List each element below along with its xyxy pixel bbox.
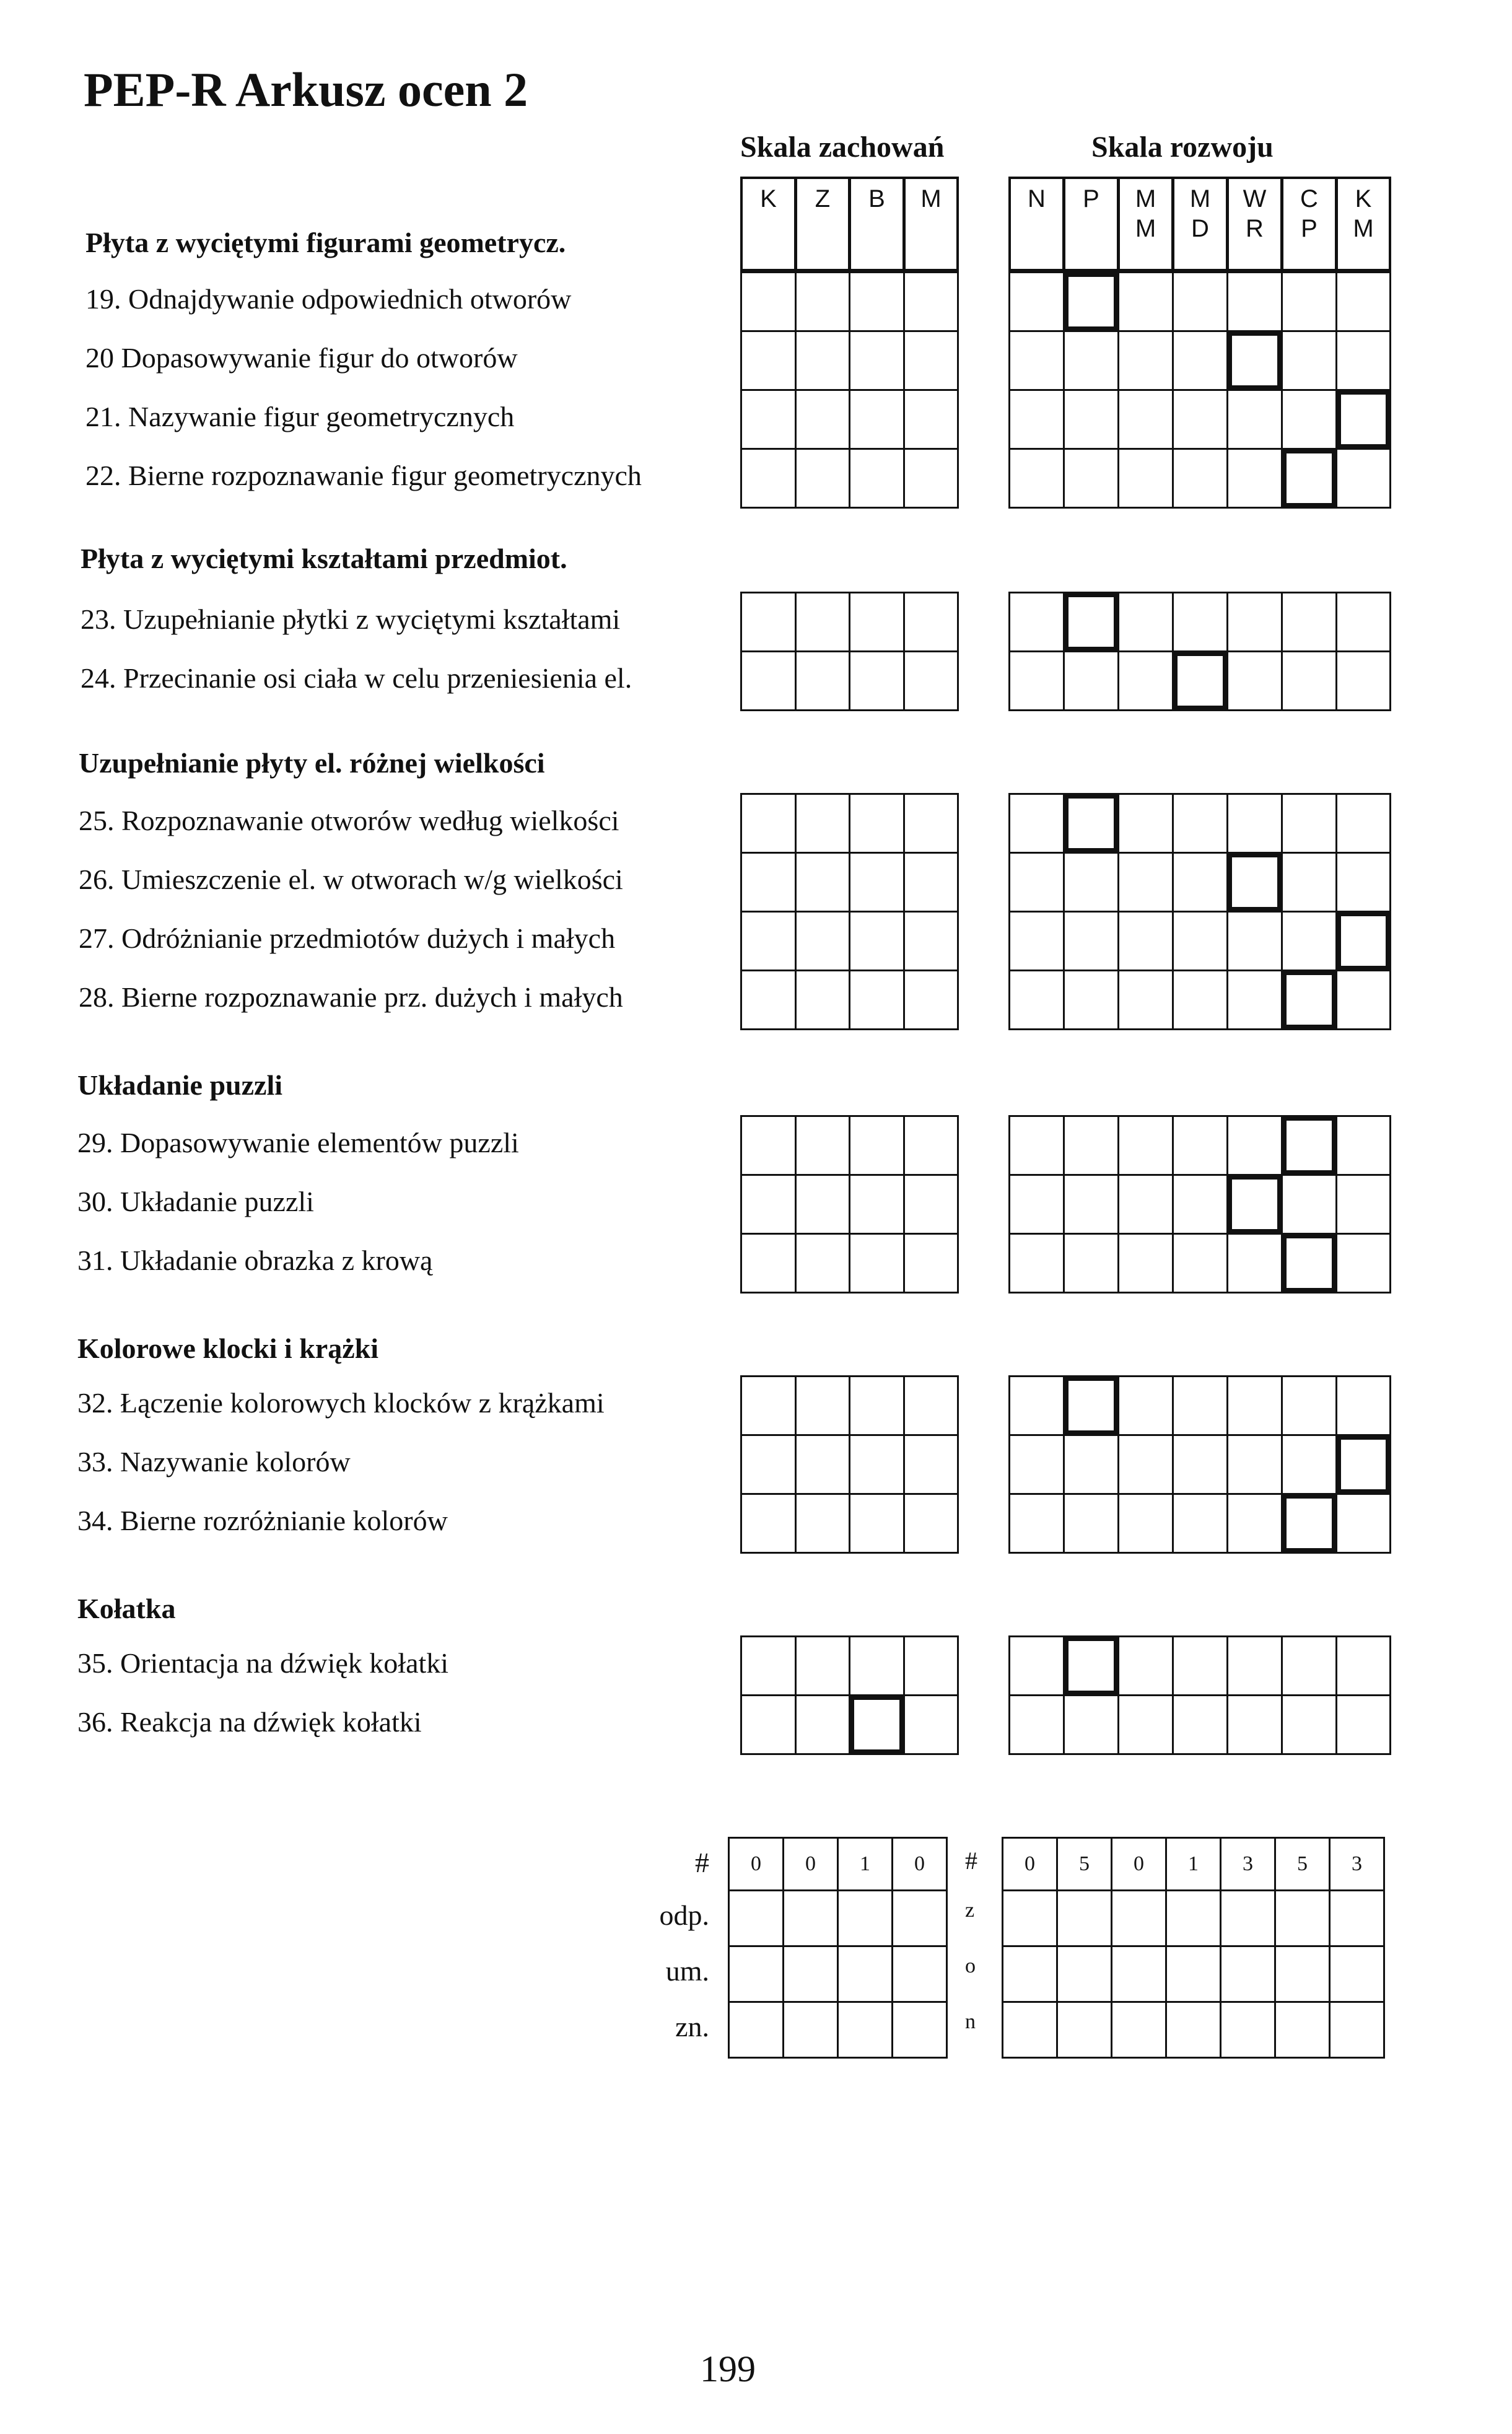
item-label: 34. Bierne rozróżnianie kolorów: [77, 1505, 448, 1536]
development-cell[interactable]: [1117, 1233, 1174, 1294]
behavior-cell[interactable]: [903, 1434, 959, 1495]
development-cell[interactable]: [1008, 592, 1065, 652]
development-cell[interactable]: [1172, 1174, 1228, 1235]
summary-cell[interactable]: [1056, 2001, 1112, 2059]
development-cell[interactable]: [1335, 1233, 1391, 1294]
development-cell[interactable]: [1172, 1694, 1228, 1755]
behavior-cell[interactable]: [849, 911, 905, 971]
behavior-cell[interactable]: [849, 1233, 905, 1294]
development-marked-cell[interactable]: [1281, 1115, 1337, 1176]
behavior-cell[interactable]: [740, 1434, 797, 1495]
development-count-cell: 5: [1056, 1837, 1112, 1891]
behavior-marked-cell[interactable]: [849, 1694, 905, 1755]
development-cell[interactable]: [1063, 448, 1119, 509]
development-cell[interactable]: [1117, 1694, 1174, 1755]
development-cell[interactable]: [1335, 330, 1391, 391]
summary-cell[interactable]: [1220, 1945, 1276, 2003]
item-label: 35. Orientacja na dźwięk kołatki: [77, 1647, 449, 1679]
development-cell[interactable]: [1008, 448, 1065, 509]
development-marked-cell[interactable]: [1281, 448, 1337, 509]
development-cell[interactable]: [1172, 970, 1228, 1030]
development-cell[interactable]: [1226, 650, 1283, 711]
development-cell[interactable]: [1281, 271, 1337, 332]
development-cell[interactable]: [1117, 1174, 1174, 1235]
development-header-cell: N: [1008, 177, 1065, 271]
behavior-cell[interactable]: [740, 1375, 797, 1436]
development-cell[interactable]: [1226, 1375, 1283, 1436]
development-cell[interactable]: [1063, 1174, 1119, 1235]
summary-row-label: zn.: [675, 2011, 709, 2042]
development-cell[interactable]: [1335, 1115, 1391, 1176]
development-cell[interactable]: [1335, 1174, 1391, 1235]
development-cell[interactable]: [1117, 1434, 1174, 1495]
summary-cell[interactable]: [1165, 1889, 1221, 1947]
summary-cell[interactable]: [782, 1945, 839, 2003]
development-marked-cell[interactable]: [1281, 1233, 1337, 1294]
behavior-cell[interactable]: [903, 793, 959, 854]
behavior-cell[interactable]: [740, 650, 797, 711]
summary-cell[interactable]: [891, 2001, 948, 2059]
development-cell[interactable]: [1117, 271, 1174, 332]
summary-cell[interactable]: [837, 1945, 893, 2003]
development-cell[interactable]: [1008, 1375, 1065, 1436]
section-title: Płyta z wyciętymi figurami geometrycz.: [85, 227, 566, 258]
development-cell[interactable]: [1335, 1493, 1391, 1554]
development-cell[interactable]: [1226, 970, 1283, 1030]
summary-cell[interactable]: [1111, 2001, 1167, 2059]
section-title: Kołatka: [77, 1593, 176, 1624]
behavior-cell[interactable]: [795, 852, 850, 913]
development-marked-cell[interactable]: [1281, 1493, 1337, 1554]
development-cell[interactable]: [1063, 1434, 1119, 1495]
behavior-cell[interactable]: [849, 650, 905, 711]
development-count-cell: 5: [1274, 1837, 1331, 1891]
development-cell[interactable]: [1281, 1174, 1337, 1235]
development-cell[interactable]: [1226, 1493, 1283, 1554]
summary-cell[interactable]: [1111, 1889, 1167, 1947]
development-marked-cell[interactable]: [1226, 330, 1283, 391]
behavior-cell[interactable]: [795, 1233, 850, 1294]
summary-cell[interactable]: [1274, 1889, 1331, 1947]
summary-cell[interactable]: [1329, 1945, 1385, 2003]
development-cell[interactable]: [1226, 911, 1283, 971]
summary-cell[interactable]: [1111, 1945, 1167, 2003]
behavior-cell[interactable]: [740, 1635, 797, 1696]
development-cell[interactable]: [1335, 650, 1391, 711]
development-marked-cell[interactable]: [1063, 592, 1119, 652]
development-cell[interactable]: [1063, 911, 1119, 971]
summary-dev-row-label: o: [965, 1955, 976, 1977]
development-cell[interactable]: [1117, 389, 1174, 450]
item-label: 24. Przecinanie osi ciała w celu przeniesienia el.: [81, 662, 632, 694]
behavior-cell[interactable]: [795, 1493, 850, 1554]
development-cell[interactable]: [1008, 389, 1065, 450]
development-header-cell: P: [1063, 177, 1119, 271]
section-title: Układanie puzzli: [77, 1069, 283, 1101]
development-cell[interactable]: [1172, 1493, 1228, 1554]
development-marked-cell[interactable]: [1335, 911, 1391, 971]
behavior-cell[interactable]: [795, 793, 850, 854]
development-cell[interactable]: [1226, 389, 1283, 450]
behavior-cell[interactable]: [795, 1694, 850, 1755]
development-cell[interactable]: [1008, 911, 1065, 971]
development-cell[interactable]: [1063, 389, 1119, 450]
behavior-cell[interactable]: [849, 970, 905, 1030]
development-cell[interactable]: [1008, 1115, 1065, 1176]
summary-dev-row-label: #: [965, 1847, 977, 1875]
development-cell[interactable]: [1117, 1375, 1174, 1436]
development-cell[interactable]: [1172, 592, 1228, 652]
summary-cell[interactable]: [1056, 1889, 1112, 1947]
item-label: 25. Rozpoznawanie otworów według wielkości: [79, 805, 619, 836]
development-cell[interactable]: [1008, 650, 1065, 711]
summary-cell[interactable]: [728, 1889, 784, 1947]
development-cell[interactable]: [1008, 1233, 1065, 1294]
summary-cell[interactable]: [891, 1945, 948, 2003]
summary-cell[interactable]: [1274, 1945, 1331, 2003]
behavior-cell[interactable]: [795, 1434, 850, 1495]
behavior-cell[interactable]: [740, 271, 797, 332]
development-cell[interactable]: [1063, 650, 1119, 711]
behavior-cell[interactable]: [795, 448, 850, 509]
behavior-header-cell: K: [740, 177, 797, 271]
item-label: 20 Dopasowywanie figur do otworów: [85, 342, 518, 374]
development-count-cell: 1: [1165, 1837, 1221, 1891]
behavior-cell[interactable]: [740, 592, 797, 652]
summary-cell[interactable]: [782, 2001, 839, 2059]
behavior-cell[interactable]: [740, 852, 797, 913]
summary-cell[interactable]: [782, 1889, 839, 1947]
development-marked-cell[interactable]: [1226, 1174, 1283, 1235]
development-cell[interactable]: [1008, 271, 1065, 332]
development-marked-cell[interactable]: [1226, 852, 1283, 913]
development-cell[interactable]: [1281, 1694, 1337, 1755]
development-cell[interactable]: [1172, 271, 1228, 332]
development-cell[interactable]: [1172, 1635, 1228, 1696]
development-cell[interactable]: [1172, 389, 1228, 450]
behavior-cell[interactable]: [740, 1233, 797, 1294]
development-scale-label: Skala rozwoju: [1091, 131, 1274, 164]
development-cell[interactable]: [1008, 1434, 1065, 1495]
behavior-cell[interactable]: [795, 1115, 850, 1176]
item-label: 22. Bierne rozpoznawanie figur geometrycznych: [85, 460, 642, 491]
summary-cell[interactable]: [1220, 2001, 1276, 2059]
development-cell[interactable]: [1008, 1635, 1065, 1696]
behavior-cell[interactable]: [795, 389, 850, 450]
development-cell[interactable]: [1226, 448, 1283, 509]
item-label: 27. Odróżnianie przedmiotów dużych i małych: [79, 922, 616, 954]
behavior-cell[interactable]: [849, 1115, 905, 1176]
development-header-cell: M M: [1117, 177, 1174, 271]
development-cell[interactable]: [1172, 1233, 1228, 1294]
development-marked-cell[interactable]: [1063, 1635, 1119, 1696]
behavior-cell[interactable]: [795, 330, 850, 391]
development-cell[interactable]: [1008, 330, 1065, 391]
development-cell[interactable]: [1172, 1434, 1228, 1495]
behavior-cell[interactable]: [903, 1694, 959, 1755]
behavior-count-cell: 1: [837, 1837, 893, 1891]
development-cell[interactable]: [1226, 1635, 1283, 1696]
development-marked-cell[interactable]: [1281, 970, 1337, 1030]
behavior-cell[interactable]: [849, 1375, 905, 1436]
section-title: Kolorowe klocki i krążki: [77, 1333, 378, 1364]
behavior-cell[interactable]: [849, 1635, 905, 1696]
development-cell[interactable]: [1335, 592, 1391, 652]
item-label: 21. Nazywanie figur geometrycznych: [85, 401, 515, 432]
behavior-cell[interactable]: [903, 330, 959, 391]
summary-cell[interactable]: [728, 1945, 784, 2003]
development-cell[interactable]: [1281, 1375, 1337, 1436]
development-cell[interactable]: [1172, 911, 1228, 971]
behavior-cell[interactable]: [903, 592, 959, 652]
summary-cell[interactable]: [1274, 2001, 1331, 2059]
behavior-cell[interactable]: [849, 448, 905, 509]
development-cell[interactable]: [1226, 271, 1283, 332]
behavior-cell[interactable]: [795, 970, 850, 1030]
behavior-cell[interactable]: [903, 389, 959, 450]
development-marked-cell[interactable]: [1063, 271, 1119, 332]
summary-row-label: odp.: [659, 1899, 709, 1931]
item-label: 32. Łączenie kolorowych klocków z krążkami: [77, 1387, 605, 1419]
development-cell[interactable]: [1008, 1174, 1065, 1235]
development-cell[interactable]: [1117, 911, 1174, 971]
development-cell[interactable]: [1063, 852, 1119, 913]
behavior-cell[interactable]: [795, 271, 850, 332]
development-count-cell: 3: [1220, 1837, 1276, 1891]
development-cell[interactable]: [1008, 1694, 1065, 1755]
development-header-cell: M D: [1172, 177, 1228, 271]
behavior-cell[interactable]: [740, 330, 797, 391]
behavior-cell[interactable]: [903, 911, 959, 971]
development-cell[interactable]: [1335, 852, 1391, 913]
behavior-cell[interactable]: [795, 650, 850, 711]
summary-cell[interactable]: [1002, 2001, 1058, 2059]
behavior-count-cell: 0: [782, 1837, 839, 1891]
development-cell[interactable]: [1335, 970, 1391, 1030]
summary-cell[interactable]: [1220, 1889, 1276, 1947]
development-cell[interactable]: [1226, 793, 1283, 854]
behavior-cell[interactable]: [740, 1493, 797, 1554]
behavior-cell[interactable]: [903, 650, 959, 711]
behavior-cell[interactable]: [740, 1694, 797, 1755]
summary-cell[interactable]: [1056, 1945, 1112, 2003]
development-marked-cell[interactable]: [1063, 793, 1119, 854]
behavior-cell[interactable]: [849, 592, 905, 652]
development-cell[interactable]: [1008, 852, 1065, 913]
item-label: 29. Dopasowywanie elementów puzzli: [77, 1127, 519, 1158]
development-cell[interactable]: [1335, 448, 1391, 509]
development-cell[interactable]: [1063, 1233, 1119, 1294]
development-cell[interactable]: [1063, 1115, 1119, 1176]
development-cell[interactable]: [1063, 1493, 1119, 1554]
development-cell[interactable]: [1117, 1493, 1174, 1554]
summary-cell[interactable]: [1002, 1889, 1058, 1947]
summary-dev-row-label: z: [965, 1899, 975, 1922]
development-cell[interactable]: [1008, 793, 1065, 854]
behavior-cell[interactable]: [740, 793, 797, 854]
development-cell[interactable]: [1335, 1694, 1391, 1755]
development-cell[interactable]: [1063, 970, 1119, 1030]
development-cell[interactable]: [1281, 1434, 1337, 1495]
development-cell[interactable]: [1226, 592, 1283, 652]
summary-row-label: #: [695, 1847, 709, 1878]
development-cell[interactable]: [1281, 1635, 1337, 1696]
behavior-cell[interactable]: [903, 1174, 959, 1235]
behavior-cell[interactable]: [795, 1375, 850, 1436]
behavior-cell[interactable]: [740, 1115, 797, 1176]
behavior-cell[interactable]: [740, 448, 797, 509]
behavior-cell[interactable]: [849, 271, 905, 332]
summary-cell[interactable]: [1329, 2001, 1385, 2059]
behavior-header-cell: B: [849, 177, 905, 271]
item-label: 19. Odnajdywanie odpowiednich otworów: [85, 283, 572, 315]
behavior-cell[interactable]: [849, 852, 905, 913]
behavior-cell[interactable]: [849, 389, 905, 450]
behavior-cell[interactable]: [795, 1174, 850, 1235]
development-marked-cell[interactable]: [1335, 389, 1391, 450]
development-cell[interactable]: [1281, 330, 1337, 391]
behavior-cell[interactable]: [903, 1493, 959, 1554]
development-cell[interactable]: [1117, 330, 1174, 391]
behavior-cell[interactable]: [740, 389, 797, 450]
page-number: 199: [700, 2349, 756, 2389]
development-cell[interactable]: [1008, 1493, 1065, 1554]
behavior-scale-label: Skala zachowań: [740, 131, 945, 164]
behavior-cell[interactable]: [903, 1635, 959, 1696]
development-cell[interactable]: [1172, 330, 1228, 391]
development-marked-cell[interactable]: [1063, 1375, 1119, 1436]
behavior-count-cell: 0: [728, 1837, 784, 1891]
behavior-count-cell: 0: [891, 1837, 948, 1891]
development-cell[interactable]: [1335, 1375, 1391, 1436]
behavior-header-cell: Z: [795, 177, 850, 271]
behavior-cell[interactable]: [740, 911, 797, 971]
behavior-cell[interactable]: [849, 1493, 905, 1554]
development-cell[interactable]: [1281, 592, 1337, 652]
summary-cell[interactable]: [728, 2001, 784, 2059]
development-cell[interactable]: [1172, 852, 1228, 913]
item-label: 28. Bierne rozpoznawanie prz. dużych i małych: [79, 981, 623, 1013]
summary-cell[interactable]: [1165, 2001, 1221, 2059]
behavior-cell[interactable]: [903, 852, 959, 913]
summary-cell[interactable]: [837, 2001, 893, 2059]
behavior-cell[interactable]: [903, 1375, 959, 1436]
development-count-cell: 3: [1329, 1837, 1385, 1891]
development-count-cell: 0: [1002, 1837, 1058, 1891]
development-cell[interactable]: [1117, 592, 1174, 652]
behavior-cell[interactable]: [740, 970, 797, 1030]
summary-cell[interactable]: [837, 1889, 893, 1947]
development-header-cell: W R: [1226, 177, 1283, 271]
item-label: 36. Reakcja na dźwięk kołatki: [77, 1706, 422, 1738]
development-cell[interactable]: [1008, 970, 1065, 1030]
development-cell[interactable]: [1335, 793, 1391, 854]
development-cell[interactable]: [1117, 793, 1174, 854]
development-cell[interactable]: [1226, 1115, 1283, 1176]
behavior-cell[interactable]: [849, 1174, 905, 1235]
development-cell[interactable]: [1172, 793, 1228, 854]
behavior-cell[interactable]: [903, 1115, 959, 1176]
behavior-header-cell: M: [903, 177, 959, 271]
summary-cell[interactable]: [891, 1889, 948, 1947]
development-cell[interactable]: [1117, 970, 1174, 1030]
development-cell[interactable]: [1172, 1375, 1228, 1436]
behavior-cell[interactable]: [740, 1174, 797, 1235]
development-cell[interactable]: [1117, 448, 1174, 509]
development-cell[interactable]: [1063, 330, 1119, 391]
behavior-cell[interactable]: [795, 911, 850, 971]
development-cell[interactable]: [1063, 1694, 1119, 1755]
section-title: Płyta z wyciętymi kształtami przedmiot.: [81, 543, 567, 574]
summary-cell[interactable]: [1165, 1945, 1221, 2003]
summary-row-label: um.: [665, 1955, 709, 1987]
item-label: 26. Umieszczenie el. w otworach w/g wielkości: [79, 864, 623, 895]
development-cell[interactable]: [1281, 911, 1337, 971]
development-cell[interactable]: [1172, 448, 1228, 509]
item-label: 23. Uzupełnianie płytki z wyciętymi kształtami: [81, 603, 621, 635]
behavior-cell[interactable]: [849, 793, 905, 854]
development-cell[interactable]: [1226, 1694, 1283, 1755]
item-label: 31. Układanie obrazka z krową: [77, 1245, 433, 1276]
development-header-cell: K M: [1335, 177, 1391, 271]
summary-dev-row-label: n: [965, 2010, 976, 2033]
development-cell[interactable]: [1281, 650, 1337, 711]
development-cell[interactable]: [1117, 852, 1174, 913]
development-cell[interactable]: [1226, 1233, 1283, 1294]
behavior-cell[interactable]: [849, 1434, 905, 1495]
item-label: 33. Nazywanie kolorów: [77, 1446, 351, 1477]
behavior-cell[interactable]: [903, 271, 959, 332]
development-cell[interactable]: [1226, 1434, 1283, 1495]
development-cell[interactable]: [1117, 1635, 1174, 1696]
behavior-cell[interactable]: [795, 1635, 850, 1696]
behavior-cell[interactable]: [795, 592, 850, 652]
development-cell[interactable]: [1335, 271, 1391, 332]
behavior-cell[interactable]: [903, 970, 959, 1030]
development-count-cell: 0: [1111, 1837, 1167, 1891]
development-cell[interactable]: [1281, 793, 1337, 854]
development-cell[interactable]: [1172, 1115, 1228, 1176]
development-cell[interactable]: [1335, 1635, 1391, 1696]
behavior-cell[interactable]: [903, 448, 959, 509]
development-cell[interactable]: [1281, 852, 1337, 913]
behavior-cell[interactable]: [903, 1233, 959, 1294]
summary-cell[interactable]: [1002, 1945, 1058, 2003]
behavior-cell[interactable]: [849, 330, 905, 391]
development-cell[interactable]: [1117, 650, 1174, 711]
item-label: 30. Układanie puzzli: [77, 1186, 314, 1217]
development-marked-cell[interactable]: [1172, 650, 1228, 711]
summary-cell[interactable]: [1329, 1889, 1385, 1947]
page-title: PEP-R Arkusz ocen 2: [84, 63, 528, 116]
development-cell[interactable]: [1281, 389, 1337, 450]
section-title: Uzupełnianie płyty el. różnej wielkości: [79, 747, 545, 779]
development-marked-cell[interactable]: [1335, 1434, 1391, 1495]
development-header-cell: C P: [1281, 177, 1337, 271]
development-cell[interactable]: [1117, 1115, 1174, 1176]
